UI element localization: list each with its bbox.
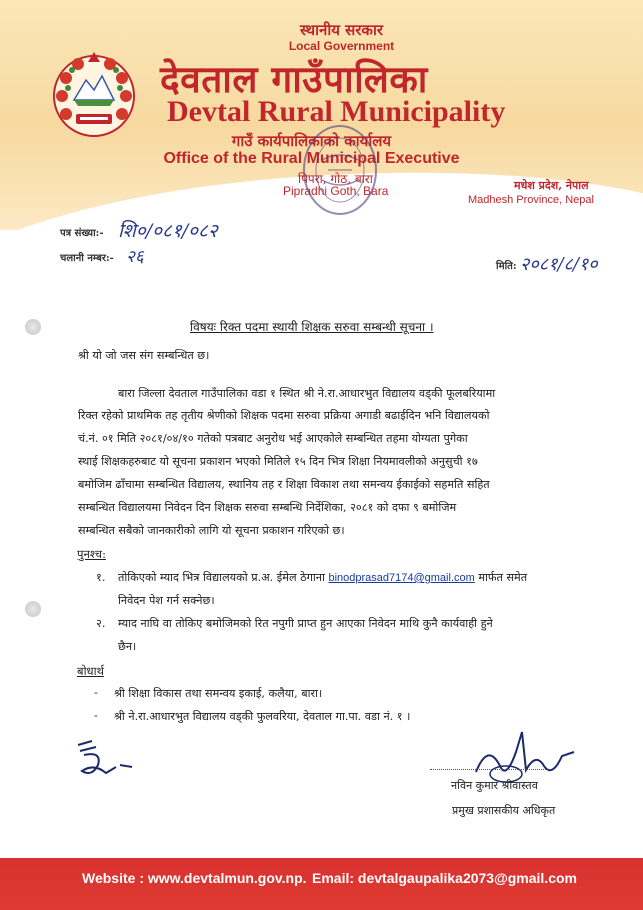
school-email-link[interactable]: binodprasad7174@gmail.com [328, 572, 475, 584]
bodhartha-bullet: - [94, 686, 98, 699]
signature-line [430, 769, 550, 770]
letter-subject: विषयः रिक्त पदमा स्थायी शिक्षक सरुवा सम्बन्धी सूचना । [190, 320, 434, 334]
address-np: पिपरा, गोठ, बारा [298, 172, 373, 186]
body-line: रिक्त रहेको प्राथमिक तह तृतीय श्रेणीको शिक्षक पदमा सरुवा प्रक्रिया अगाडी बढाईदिन भनि विद्यालयको [78, 409, 490, 422]
body-line: बमोजिम ढाँचामा सम्बन्धित विद्यालय, स्थानिय तह र शिक्षा विकाश तथा समन्वय ईकाईको सहमति सहित [78, 478, 490, 491]
footer-email[interactable]: Email: devtalgaupalika2073@gmail.com [312, 870, 577, 886]
bodhartha-bullet: - [94, 709, 98, 722]
bodhartha-heading: बोधार्थ [77, 664, 104, 678]
initial-signature-icon [72, 737, 142, 785]
body-line: बारा जिल्ला देवताल गाउँपालिका वडा १ स्थित श्री ने.रा.आधारभुत विद्यालय वड्की फूलबरियामा [118, 387, 496, 400]
date-value: २०८१/८/१० [520, 254, 598, 275]
officer-title: प्रमुख प्रशासकीय अधिकृत [452, 804, 556, 817]
date-label: मिति: [496, 261, 517, 272]
punashcha-item-1-text [118, 570, 527, 585]
footer-website[interactable]: Website : www.devtalmun.gov.np. [82, 870, 307, 886]
bodhartha-item: श्री ने.रा.आधारभुत विद्यालय वड्की फुलवरिया, देवताल गा.पा. वडा नं. १ । [114, 710, 411, 723]
item-1-text-before: तोकिएको म्याद भित्र विद्यालयको प्र.अ. ईमेल ठेगाना [118, 571, 325, 584]
punch-hole [25, 319, 41, 335]
officer-name: नविन कुमार श्रीवास्तव [451, 779, 538, 792]
punashcha-heading: पुनश्च: [77, 547, 106, 561]
punashcha-item-2-number: २. [96, 617, 106, 630]
office-seal-icon [300, 120, 380, 220]
body-line: चं.नं. ०१ मिति २०८१/०४/१० गतेको पत्रबाट अनुरोध भई आएकोले सम्बन्धित तहमा योग्यता पुगेका [78, 432, 468, 445]
address-en: Pipradhi Goth, Bara [283, 184, 389, 198]
body-line: सम्बन्धित सबैको जानकारीको लागि यो सूचना प्रकाशन गरिएको छ। [78, 524, 345, 537]
item-1-text-after: मार्फत समेत [478, 571, 528, 584]
office-name-np: गाउँ कार्यपालिकाको कार्यालय [231, 132, 392, 150]
local-government-en: Local Government [288, 39, 395, 53]
municipality-name-np: देवताल गाउँपालिका [160, 57, 428, 101]
bodhartha-item: श्री शिक्षा विकास तथा समन्वय इकाई, कलैया, बारा। [114, 687, 323, 700]
punashcha-item-1-number: १. [96, 571, 106, 584]
province-np: मधेश प्रदेश, नेपाल [514, 179, 589, 192]
punashcha-item-2-line-2: छैन। [118, 640, 137, 653]
patra-sankhya-label: पत्र संख्या:- [60, 228, 104, 239]
province-en: Madhesh Province, Nepal [468, 194, 594, 206]
municipality-name-en: Devtal Rural Municipality [167, 95, 506, 128]
chalani-number-label: चलानी नम्बर:- [60, 253, 114, 264]
local-government-np: स्थानीय सरकार [300, 21, 383, 39]
punashcha-item-2-text: म्याद नाघि वा तोकिए बमोजिमको रित नपुगी प्राप्त हुन आएका निवेदन माथि कुनै कार्यवाही हुने [118, 617, 493, 630]
chalani-number-value: २६ [126, 247, 144, 267]
body-line: स्थाई शिक्षकहरुबाट यो सूचना प्रकाशन भएको मितिले १५ दिन भित्र शिक्षा नियमावलीको अनुसुची १७ [78, 455, 478, 468]
office-name-en: Office of the Rural Municipal Executive [163, 150, 460, 167]
body-line: सम्बन्धित विद्यालयमा निवेदन दिन शिक्षक सरुवा सम्बन्धि निर्देशिका, २०८१ को दफा ९ बमोजिम [78, 501, 457, 514]
punashcha-item-1-line-2: निवेदन पेश गर्न सक्नेछ। [118, 594, 215, 607]
nepal-emblem-icon [48, 48, 140, 140]
punch-hole [25, 601, 41, 617]
patra-sankhya-value: शि०/०८१/०८२ [118, 220, 218, 242]
salutation: श्री यो जो जस संग सम्बन्धित छ। [78, 349, 210, 362]
